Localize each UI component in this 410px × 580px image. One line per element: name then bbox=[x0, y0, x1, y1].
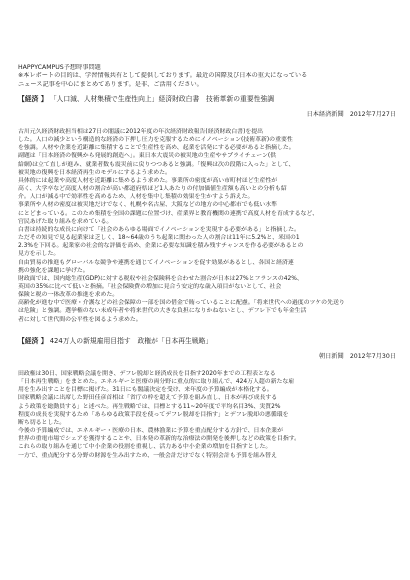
text-line: 高く、大学卒など高度人材の割合が高い都道府県ほど1人あたりの付加価値生産額も高いとの分析も紹 bbox=[18, 186, 287, 193]
text-line: 財政面では、国内総生産(GDP)に対する税収や社会保険料を合わせた割合が日本は27%とフランスの42%、 bbox=[18, 275, 303, 282]
text-line: 今後の予算編成では、エネルギー・医療の日本、農林漁業に予算を重点配分する方針で、日本企業が bbox=[18, 428, 283, 435]
text-line: 程度の成長を実現するため「あらゆる政策手段を使ってデフレ脱却を目指す」とデフレ脱却の悪循環を bbox=[18, 411, 289, 418]
text-line: 保険と税の一体改革の推進を求めた。 bbox=[18, 292, 119, 299]
paragraph bbox=[18, 370, 396, 394]
article-body bbox=[18, 370, 396, 460]
document-intro bbox=[18, 64, 398, 89]
paragraph bbox=[18, 394, 396, 427]
intro-note-line: ※本レポートの目的は、学習情報共有として提供しております。最近の国際及び日本の重大になっている bbox=[18, 72, 308, 80]
paragraph bbox=[18, 226, 396, 259]
text-line: 給網)は立て直しが進み、就業者数も震災前に戻りつつあると強調。「復興は次の段階に入った」として、 bbox=[18, 161, 295, 168]
text-line: 用を生み出すことを目標に掲げた。31日にも閣議決定を受け、来年度の予算編成が本格化する。 bbox=[18, 387, 273, 394]
text-line: 官民あげた取り組みを求めている。 bbox=[18, 218, 113, 225]
intro-note-line: ニュース記事を中心にまとめてあります。是非、ご活用ください。 bbox=[18, 80, 203, 88]
text-line: これらの取り組みを通じて中小企業の役割を重視し、活力ある中小企業の増加を目指すとした。 bbox=[18, 444, 272, 451]
text-line: ただその知見で見る起業家は乏しく、18~64歳のうち起業に関わった人の割合は11年に5.2%と、米国の1 bbox=[18, 235, 300, 242]
article-source: 朝日新聞 2012年7月30日 bbox=[318, 353, 396, 360]
text-line: 英国の35%に比べて低いと指摘。「社会保険費の増加に見合う安定的な歳入項目がないとして、社会 bbox=[18, 283, 282, 290]
paragraph bbox=[18, 452, 396, 460]
article-headline bbox=[18, 95, 396, 104]
article-headline-text: 「人口減、人材集積で生産性向上」経済財政白書 技術革新の重要性強調 bbox=[49, 95, 275, 103]
text-line: 副題は「日本経済の復興から発展的創造へ」。東日本大震災の被災地の生産やサプライチェーン(供 bbox=[18, 153, 277, 160]
article-headline bbox=[18, 337, 396, 346]
article-1 bbox=[18, 95, 396, 324]
text-line: よう政策を総動員する」と述べた。再生戦略では、目標とする11~20年度で平均名目3%、実質2% bbox=[18, 403, 281, 410]
paragraph bbox=[18, 259, 396, 275]
article-body bbox=[18, 128, 396, 324]
text-line: した。人口の減少という構造的な経済の下押し圧力を克服するためにイノベーション(技術革新)の重要性 bbox=[18, 137, 293, 144]
text-line: 断ち切るとした。 bbox=[18, 419, 66, 426]
text-line: 被災地の復興を日本経済再生のモデルにするよう求めた。 bbox=[18, 169, 171, 176]
article-headline-text: 424万人の新規雇用目指す 政権が「日本再生戦略」 bbox=[49, 337, 213, 345]
text-line: 国家戦略会議に出席した野田佳彦首相は「省庁の枠を超えて予算を組み直し、日本が再び成長する bbox=[18, 395, 278, 402]
article-2 bbox=[18, 337, 396, 460]
text-line: 一方で、重点配分する分野の財源を生み出すため、一般会計だけでなく特別会計も予算を組み替え bbox=[18, 452, 277, 459]
text-line: 事業所や人材の密度は被災地だけでなく、札幌や名古屋、大阪などの地方の中心都市でも低い水準 bbox=[18, 202, 278, 209]
text-line: にとどまっている。このため集積を全国の課題に位置づけ、産業界と教育機関の連携で高度人材を育成するなど、 bbox=[18, 210, 319, 217]
text-line: 田政権は30日、国家戦略会議を開き、デフレ脱却と経済成長を目指す2020年までの工程表となる bbox=[18, 371, 276, 377]
text-line: 白書は持続的な成長に向けて「社会のあらゆる場面でイノベーションを実現する必要がある」と指摘した。 bbox=[18, 226, 300, 233]
text-line: 者に対して世代間の公平性を図るよう求めた。 bbox=[18, 316, 142, 323]
paragraph bbox=[18, 128, 396, 177]
article-source: 日本経済新聞 2012年7月27日 bbox=[306, 111, 396, 118]
text-line: 自由貿易の推進もグローバルな競争や連携を通じてイノベーションを促す効果があるとし、各国と経済連 bbox=[18, 259, 294, 266]
text-line: 古川元久経済財政担当相は27日の閣議に2012年度の年次経済財政報告(経済財政白書)を提出 bbox=[18, 129, 264, 135]
text-line: 高齢化が進む中で医療・介護などの社会保障の一部を国の借金で賄っていることに配慮。「将来世代への過度のツケの先送り bbox=[18, 300, 345, 307]
text-line: 「日本再生戦略」をまとめた。エネルギーと医療の両分野に重点的に取り組んで、424万人超の新たな雇 bbox=[18, 379, 295, 386]
paragraph bbox=[18, 177, 396, 226]
text-line: 世界の重電市場でシェアを獲得することや、日本発の革新的な治療法の開発を後押しなどの政策を目指す。 bbox=[18, 436, 301, 443]
text-line: は危険」と強調。選挙権のない未成年者や将来世代の大きな負担になりかねないとし、デフレ下でも年金生活 bbox=[18, 308, 307, 315]
document-header-title: HAPPYCAMPUS予想時事問題 bbox=[18, 64, 101, 71]
text-line: 介。人口が減る中で効率性を高めるため、人材を集中し集積の効果を生かすよう訴えた。 bbox=[18, 194, 254, 201]
paragraph bbox=[18, 299, 396, 323]
text-line: 見方を示した。 bbox=[18, 251, 60, 258]
text-line: 携の強化を課題に挙げた。 bbox=[18, 267, 89, 274]
text-line: 2.3%を下回る。起業家の社会的な評価を高め、企業に必要な知識を積み残すチャンスを作る必要があるとの bbox=[18, 243, 304, 250]
article-tag: 【経済 】 bbox=[18, 337, 48, 345]
paragraph bbox=[18, 427, 396, 451]
text-line: 具体的には起業や高度人材を近距離に集めるよう求めた。事業所の密度が高い市町村ほど生産性が bbox=[18, 177, 278, 184]
article-tag: 【経済 】 bbox=[18, 95, 48, 103]
text-line: を強調。人材や企業を近距離に集積することで生産性を高め、起業を活発にする必要があると指摘した。 bbox=[18, 145, 295, 152]
paragraph bbox=[18, 275, 396, 299]
